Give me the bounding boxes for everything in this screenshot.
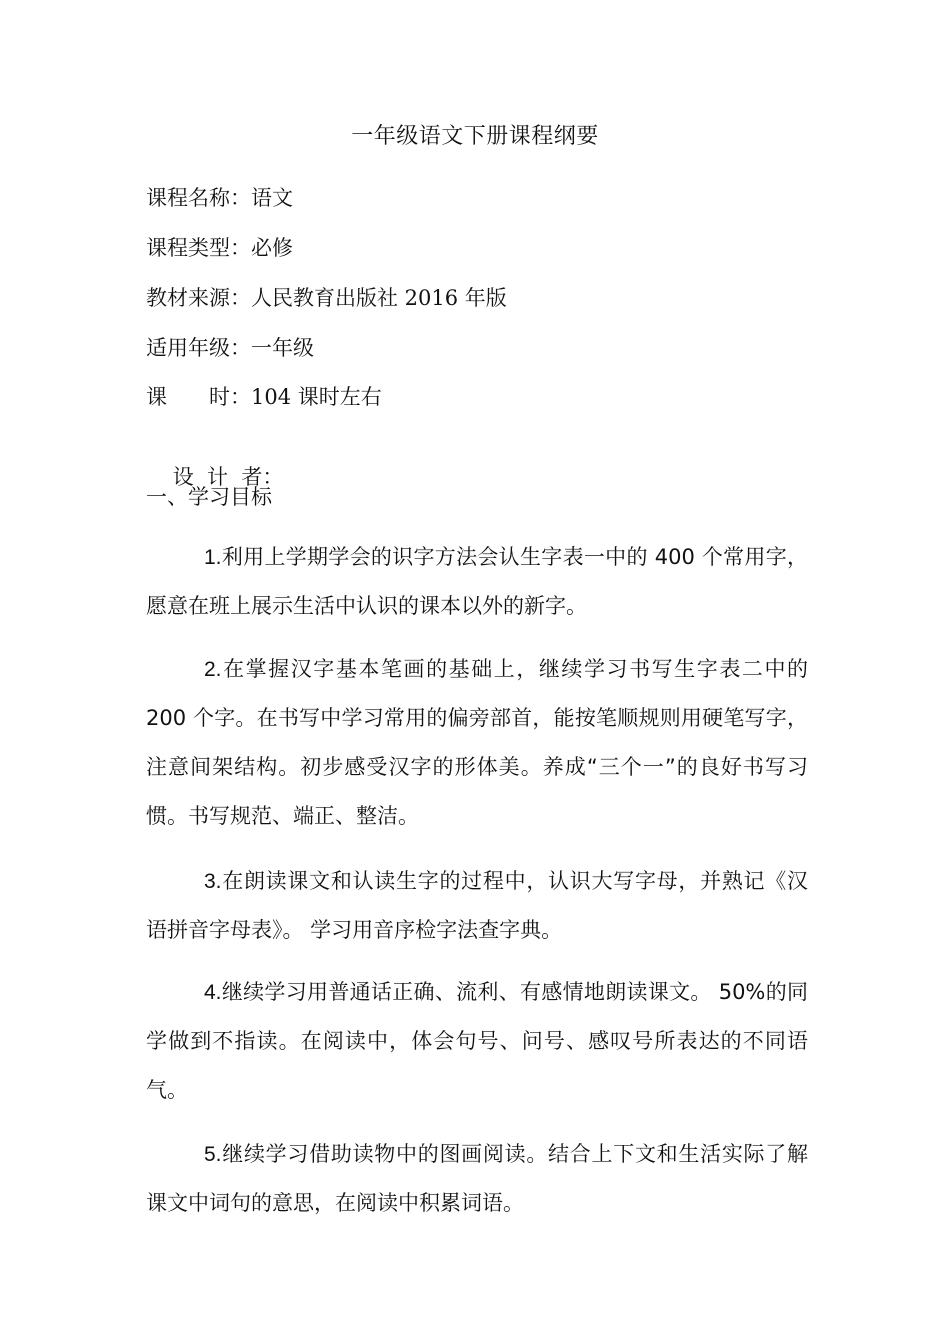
meta-value: 必修 — [251, 236, 293, 260]
meta-label: 课程名称： — [146, 186, 251, 210]
goal-number: 1. — [204, 546, 222, 569]
goal-text: 继续学习用普通话正确、流利、有感情地朗读课文。 50%的同学做到不指读。在阅读中，体会句号、问号、感叹号所表达的不同语气。 — [146, 980, 808, 1102]
meta-label: 教材来源： — [146, 286, 251, 310]
goal-paragraph — [146, 645, 808, 841]
goal-text: 利用上学期学会的识字方法会认生字表一中的 400 个常用字，愿意在班上展示生活中认识的课本以外的新字。 — [146, 545, 808, 618]
meta-textbook — [146, 283, 507, 313]
meta-label: 设 计 者： — [172, 465, 284, 489]
meta-value: 人民教育出版社 2016 年版 — [251, 286, 507, 310]
meta-grade — [146, 333, 314, 363]
goal-text: 继续学习借助读物中的图画阅读。结合上下文和生活实际了解课文中词句的意思，在阅读中积累词语。 — [146, 1142, 808, 1215]
document-title: 一年级语文下册课程纲要 — [351, 124, 599, 149]
meta-course-name — [146, 183, 293, 213]
meta-label-a: 课 — [146, 385, 167, 409]
meta-course-type — [146, 233, 293, 263]
meta-label: 课程类型： — [146, 236, 251, 260]
goal-number: 5. — [204, 1143, 222, 1166]
meta-value: 一年级 — [251, 336, 314, 360]
goal-number: 3. — [204, 870, 222, 893]
meta-label-b: 时： — [209, 385, 251, 409]
goal-text: 在朗读课文和认读生字的过程中，认识大写字母，并熟记《汉语拼音字母表》。 学习用音序检字法查字典。 — [146, 869, 808, 942]
goal-paragraph — [146, 968, 808, 1115]
meta-value: 语文 — [251, 186, 293, 210]
meta-value: 104 课时左右 — [251, 385, 382, 409]
goal-paragraph — [146, 533, 808, 631]
meta-hours — [146, 382, 382, 412]
goal-paragraph — [146, 1130, 808, 1228]
meta-label: 适用年级： — [146, 336, 251, 360]
goal-text: 在掌握汉字基本笔画的基础上，继续学习书写生字表二中的 200 个字。在书写中学习常用的偏旁部首，能按笔顺规则用硬笔写字，注意间架结构。初步感受汉字的形体美。养成“三个一”的良好书写习惯。书写规范、端正、整洁。 — [146, 657, 808, 828]
section-heading: 一、学习目标 — [146, 485, 272, 509]
goal-number: 2. — [204, 658, 222, 681]
goal-paragraph — [146, 857, 808, 955]
goal-number: 4. — [204, 981, 222, 1004]
